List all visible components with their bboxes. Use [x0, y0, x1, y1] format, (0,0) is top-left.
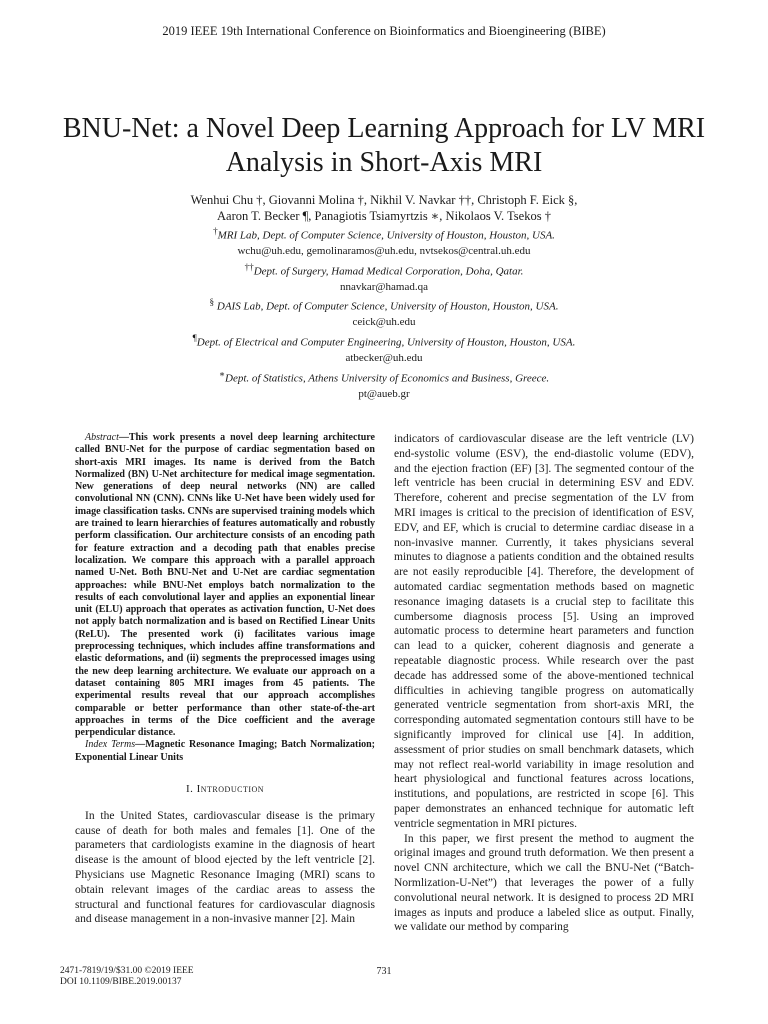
intro-paragraph-1: In the United States, cardiovascular disease is the primary cause of death for both males and females [1]. One of the parameters that cardiologists examine in the diagnosis of heart disease is the amount of blood ejected by the left ventricle [2]. Physicians use Magnetic Resonance Imaging (MRI) scans to obtain relevant images of the cardiac areas to assess the structural and functional features for cardiovascular diagnosis and disease management in a non-invasive manner [2]. Main [75, 809, 375, 926]
author-block [60, 193, 708, 402]
affiliation-email-2: nnavkar@hamad.qa [339, 280, 428, 293]
affiliation-email-5: pt@aueb.gr [358, 387, 410, 400]
right-column [394, 432, 694, 935]
affiliation-email-1: wchu@uh.edu, gemolinaramos@uh.edu, nvtsekos@central.uh.edu [237, 245, 531, 258]
affiliation-mark: § [209, 297, 215, 308]
footer-issn: 2471-7819/19/$31.00 ©2019 IEEE [60, 966, 194, 976]
index-terms-text: —Magnetic Resonance Imaging; Batch Normalization; Exponential Linear Units [75, 739, 375, 763]
abstract-text: —This work presents a novel deep learning architecture called BNU-Net for the purpose of cardiac segmentation based on short-axis MRI images. Its name is derived from the Batch Normalized (BN) U-Net architecture for medical image segmentation. New generations of deep neural networks (NN) are called convolutional NN (CNN). CNNs like U-Net have been widely used for image classification tasks. CNNs are supervised training models which are trained to learn hierarchies of features automatically and robustly perform classification. Our architecture consists of an encoding path for feature extraction and a decoding path that enables precise localization. We compare this approach with a parallel approach named U-Net. Both BNU-Net and U-Net are cardiac segmentation approaches: while BNU-Net employs batch normalization to the results of each convolutional layer and applies an exponential linear unit (ELU) approach that operates as activation function, U-Net does not apply batch normalization and is based on Rectified Linear Units (ReLU). The presented work (i) facilitates various image preprocessing techniques, which includes affine transformations and elastic deformations, and (ii) segments the preprocessed images using the new deep learning architecture. We evaluate our approach on a dataset containing 805 MRI images from 45 patients. The experimental results reveal that our approach accomplishes comparable or better performance than other state-of-the-art approaches in terms of the Dice coefficient and the average perpendicular distance. [75, 432, 375, 739]
index-terms [75, 739, 375, 764]
abstract [75, 432, 375, 739]
footer-doi: DOI 10.1109/BIBE.2019.00137 [60, 977, 182, 987]
body-paragraph-2: In this paper, we first present the method to augment the original images and ground truth deformation. We then present a novel CNN architecture, which we call the BNU-Net (“Batch-Normlization-U-Net”) that leverages the power of a fully convolutional neural network. It is designed to process 2D MRI images as inputs and produce a labeled slice as output. Finally, we validate our method by comparing [394, 832, 694, 934]
affiliation-text: DAIS Lab, Dept. of Computer Science, University of Houston, Houston, USA. [214, 300, 559, 313]
conference-header: 2019 IEEE 19th International Conference on Bioinformatics and Bioengineering (BIBE) [162, 24, 606, 38]
affiliation-3 [60, 295, 708, 315]
index-terms-lead: Index Terms [85, 739, 136, 751]
affiliation-5 [60, 367, 708, 387]
abstract-lead: Abstract [85, 432, 119, 443]
section-number: I. [185, 783, 197, 796]
affiliation-email-4: atbecker@uh.edu [345, 352, 423, 365]
section-title: Introduction [196, 783, 265, 796]
affiliation-email-3: ceick@uh.edu [352, 316, 416, 329]
affiliation-1 [60, 224, 708, 244]
affiliation-4 [60, 331, 708, 351]
affiliation-text: MRI Lab, Dept. of Computer Science, University of Houston, Houston, USA. [217, 229, 555, 242]
authors-line-2: Aaron T. Becker ¶, Panagiotis Tsiamyrtzis ∗, Nikolaos V. Tsekos † [217, 208, 551, 223]
body-paragraph-continued: indicators of cardiovascular disease are the left ventricle (LV) end-systolic volume (ESV), the end-diastolic volume (EDV), and the ejection fraction (EF) [3]. The segmented contour of the left ventricle has been crucial in determining ESV and EDV. Therefore, coherent and precise segmentation of the LV from MRI images is critical to the precision of identification of ESV, EDV, and EF, which is crucial to determine cardiac disease in a non-invasive manner. Currently, it takes physicians several minutes to diagnose a patients condition and the obtained results are not easily reproducible [4]. Therefore, the development of automated cardiac segmentation methods based on magnetic resonance imaging datasets is a crucial step to facilitate this cumbersome diagnosis process [5]. Using an improved automatic process to determine heart parameters and function can lead to a quicker, coherent diagnosis and generate a repeatable diagnostic process. While research over the past decade has addressed some of the above-mentioned technical difficulties in achieving tangible progress on automatically generated ventricle segmentation from short-axis MRI, the corresponding automated segmentation contours still have to be significantly improved for clinical use [4]. In addition, assessment of prior studies on small benchmark datasets, which may not reflect real-world variability in image resolution and heart physiological and functional features across locations, institutions, and populations, are restricted in scope [6]. This paper demonstrates an enhanced technique for automatic left ventricle segmentation in MRI pictures. [394, 433, 694, 830]
affiliation-mark: ∗ [218, 368, 226, 379]
affiliation-text: Dept. of Surgery, Hamad Medical Corporation, Doha, Qatar. [253, 265, 524, 278]
paper-title: BNU-Net: a Novel Deep Learning Approach for LV MRI Analysis in Short-Axis MRI [62, 113, 706, 178]
page-number: 731 [376, 966, 392, 977]
left-column [75, 432, 375, 927]
affiliation-mark: ¶ [192, 332, 197, 343]
affiliation-text: Dept. of Electrical and Computer Engineering, University of Houston, Houston, USA. [196, 336, 576, 349]
authors-line-1: Wenhui Chu †, Giovanni Molina †, Nikhil V. Navkar ††, Christoph F. Eick §, [190, 193, 578, 207]
affiliation-mark: † [213, 226, 218, 236]
section-heading-introduction [75, 782, 375, 797]
affiliation-text: Dept. of Statistics, Athens University of Economics and Business, Greece. [225, 372, 550, 385]
affiliation-mark: †† [244, 261, 254, 272]
affiliation-2 [60, 260, 708, 280]
